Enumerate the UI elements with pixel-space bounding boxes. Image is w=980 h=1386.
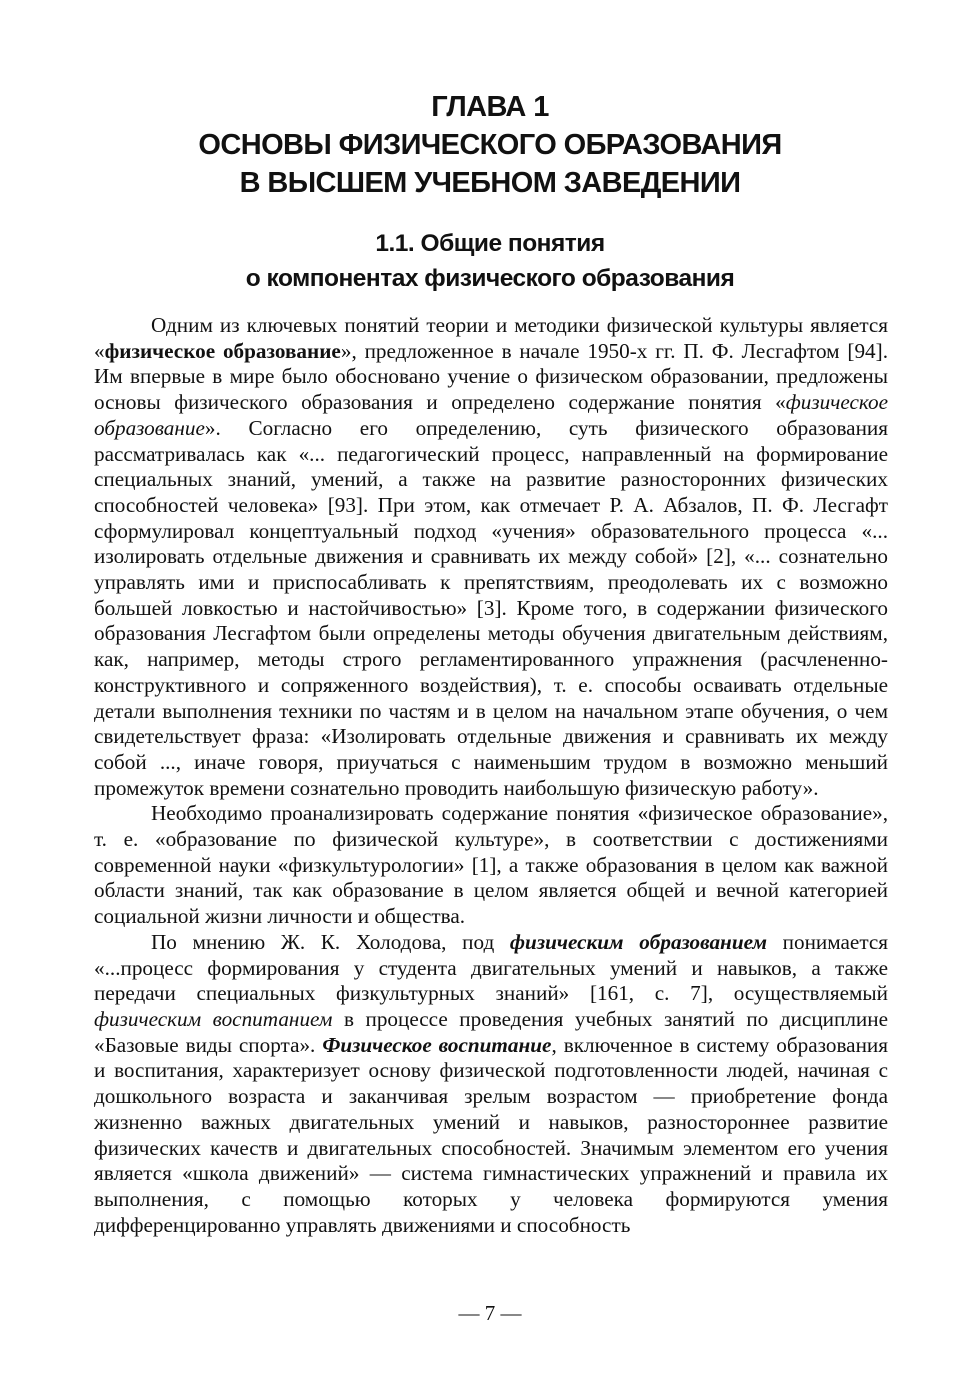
text-run: понимается «...процесс формирования у студента двигательных умений и навыков, а также передачи специальных физкультурных знаний» [161, с. 7], осуществляемый [94, 929, 888, 1006]
chapter-number: ГЛАВА 1 [431, 91, 549, 123]
text-run: Одним из ключевых понятий теории и методики физической культуры является « [94, 313, 888, 363]
text-run: в процессе проведения учебных занятий по дисциплине «Базовые виды спорта». [94, 1006, 888, 1057]
page-number: — 7 — [458, 1301, 522, 1325]
text-run: », предложенное в начале 1950-х гг. П. Ф. Лесгафтом [94]. Им впервые в мире было обосновано учение о физическом образовании, предложены основы физического образования и определено содержание понятия « [94, 338, 888, 415]
text-run: По мнению Ж. К. Холодова, под [151, 929, 510, 954]
text-run: ». Согласно его определению, суть физического образования рассматривалась как «... педагогический процесс, направленный на формирование специальных знаний, умений, а также на развитие разносторонних физических способностей человека» [93]. При этом, как отмечает Р. А. Абзалов, П. Ф. Лесгафт сформулировал концептуальный подход «учения» образовательного процесса «... изолировать отдельные движения и сравнивать их между собой» [2], «... сознательно управлять ими и приспосабливать к препятствиям, преодолевать их с возможно большей ловкостью и настойчивостью» [3]. Кроме того, в содержании физического образования Лесгафтом были определены методы обучения двигательным действиям, как, например, методы строго регламентированного упражнения (расчлененно-конструктивного и сопряженного воздействия), т. е. способы осваивать отдельные детали выполнения техники по частям и в целом на начальном этапе обучения, о чем свидетельствует фраза: «Изолировать отдельные движения и сравнивать их между собой ..., иначе говоря, приучаться с наименьшим трудом в возможно меньший промежуток времени сознательно проводить наибольшую физическую работу». [94, 415, 888, 800]
body-text [94, 313, 888, 1238]
chapter-heading [0, 88, 980, 202]
paragraph [94, 313, 888, 801]
text-run: Необходимо проанализировать содержание понятия «физическое образование», т. е. «образование по физической культуре», в соответствии с достижениями современной науки «физкультурологии» [1], а также образования в целом как важной области знаний, так как образование в целом является общей и вечной категорией социальной жизни личности и общества. [94, 801, 888, 929]
chapter-title-line-2: В ВЫСШЕМ УЧЕБНОМ ЗАВЕДЕНИИ [239, 167, 741, 199]
section-heading [0, 226, 980, 296]
chapter-title-line-1: ОСНОВЫ ФИЗИЧЕСКОГО ОБРАЗОВАНИЯ [198, 129, 782, 161]
section-title-line-2: о компонентах физического образования [245, 265, 735, 292]
italic-term: физическим воспитанием [94, 1006, 333, 1031]
paragraph [94, 930, 888, 1238]
bold-italic-term: Физическое воспитание [322, 1032, 552, 1057]
section-title-line-1: 1.1. Общие понятия [375, 230, 605, 257]
text-run: , включенное в систему образования и воспитания, характеризует основу физической подготовленности людей, начиная с дошкольного возраста и заканчивая зрелым возрастом — приобретение фонда жизненно важных двигательных умений и навыков, разностороннее развитие физических качеств и двигательных способностей. Значимым элементом его учения является «школа движений» — система гимнастических упражнений и правила их выполнения, с помощью которых у человека формируются умения дифференцированно управлять движениями и способность [94, 1032, 889, 1237]
bold-term: физическое образование [104, 338, 341, 363]
bold-italic-term: физическим образованием [509, 929, 767, 954]
paragraph [94, 801, 888, 930]
italic-term: физическое образование [94, 390, 888, 440]
